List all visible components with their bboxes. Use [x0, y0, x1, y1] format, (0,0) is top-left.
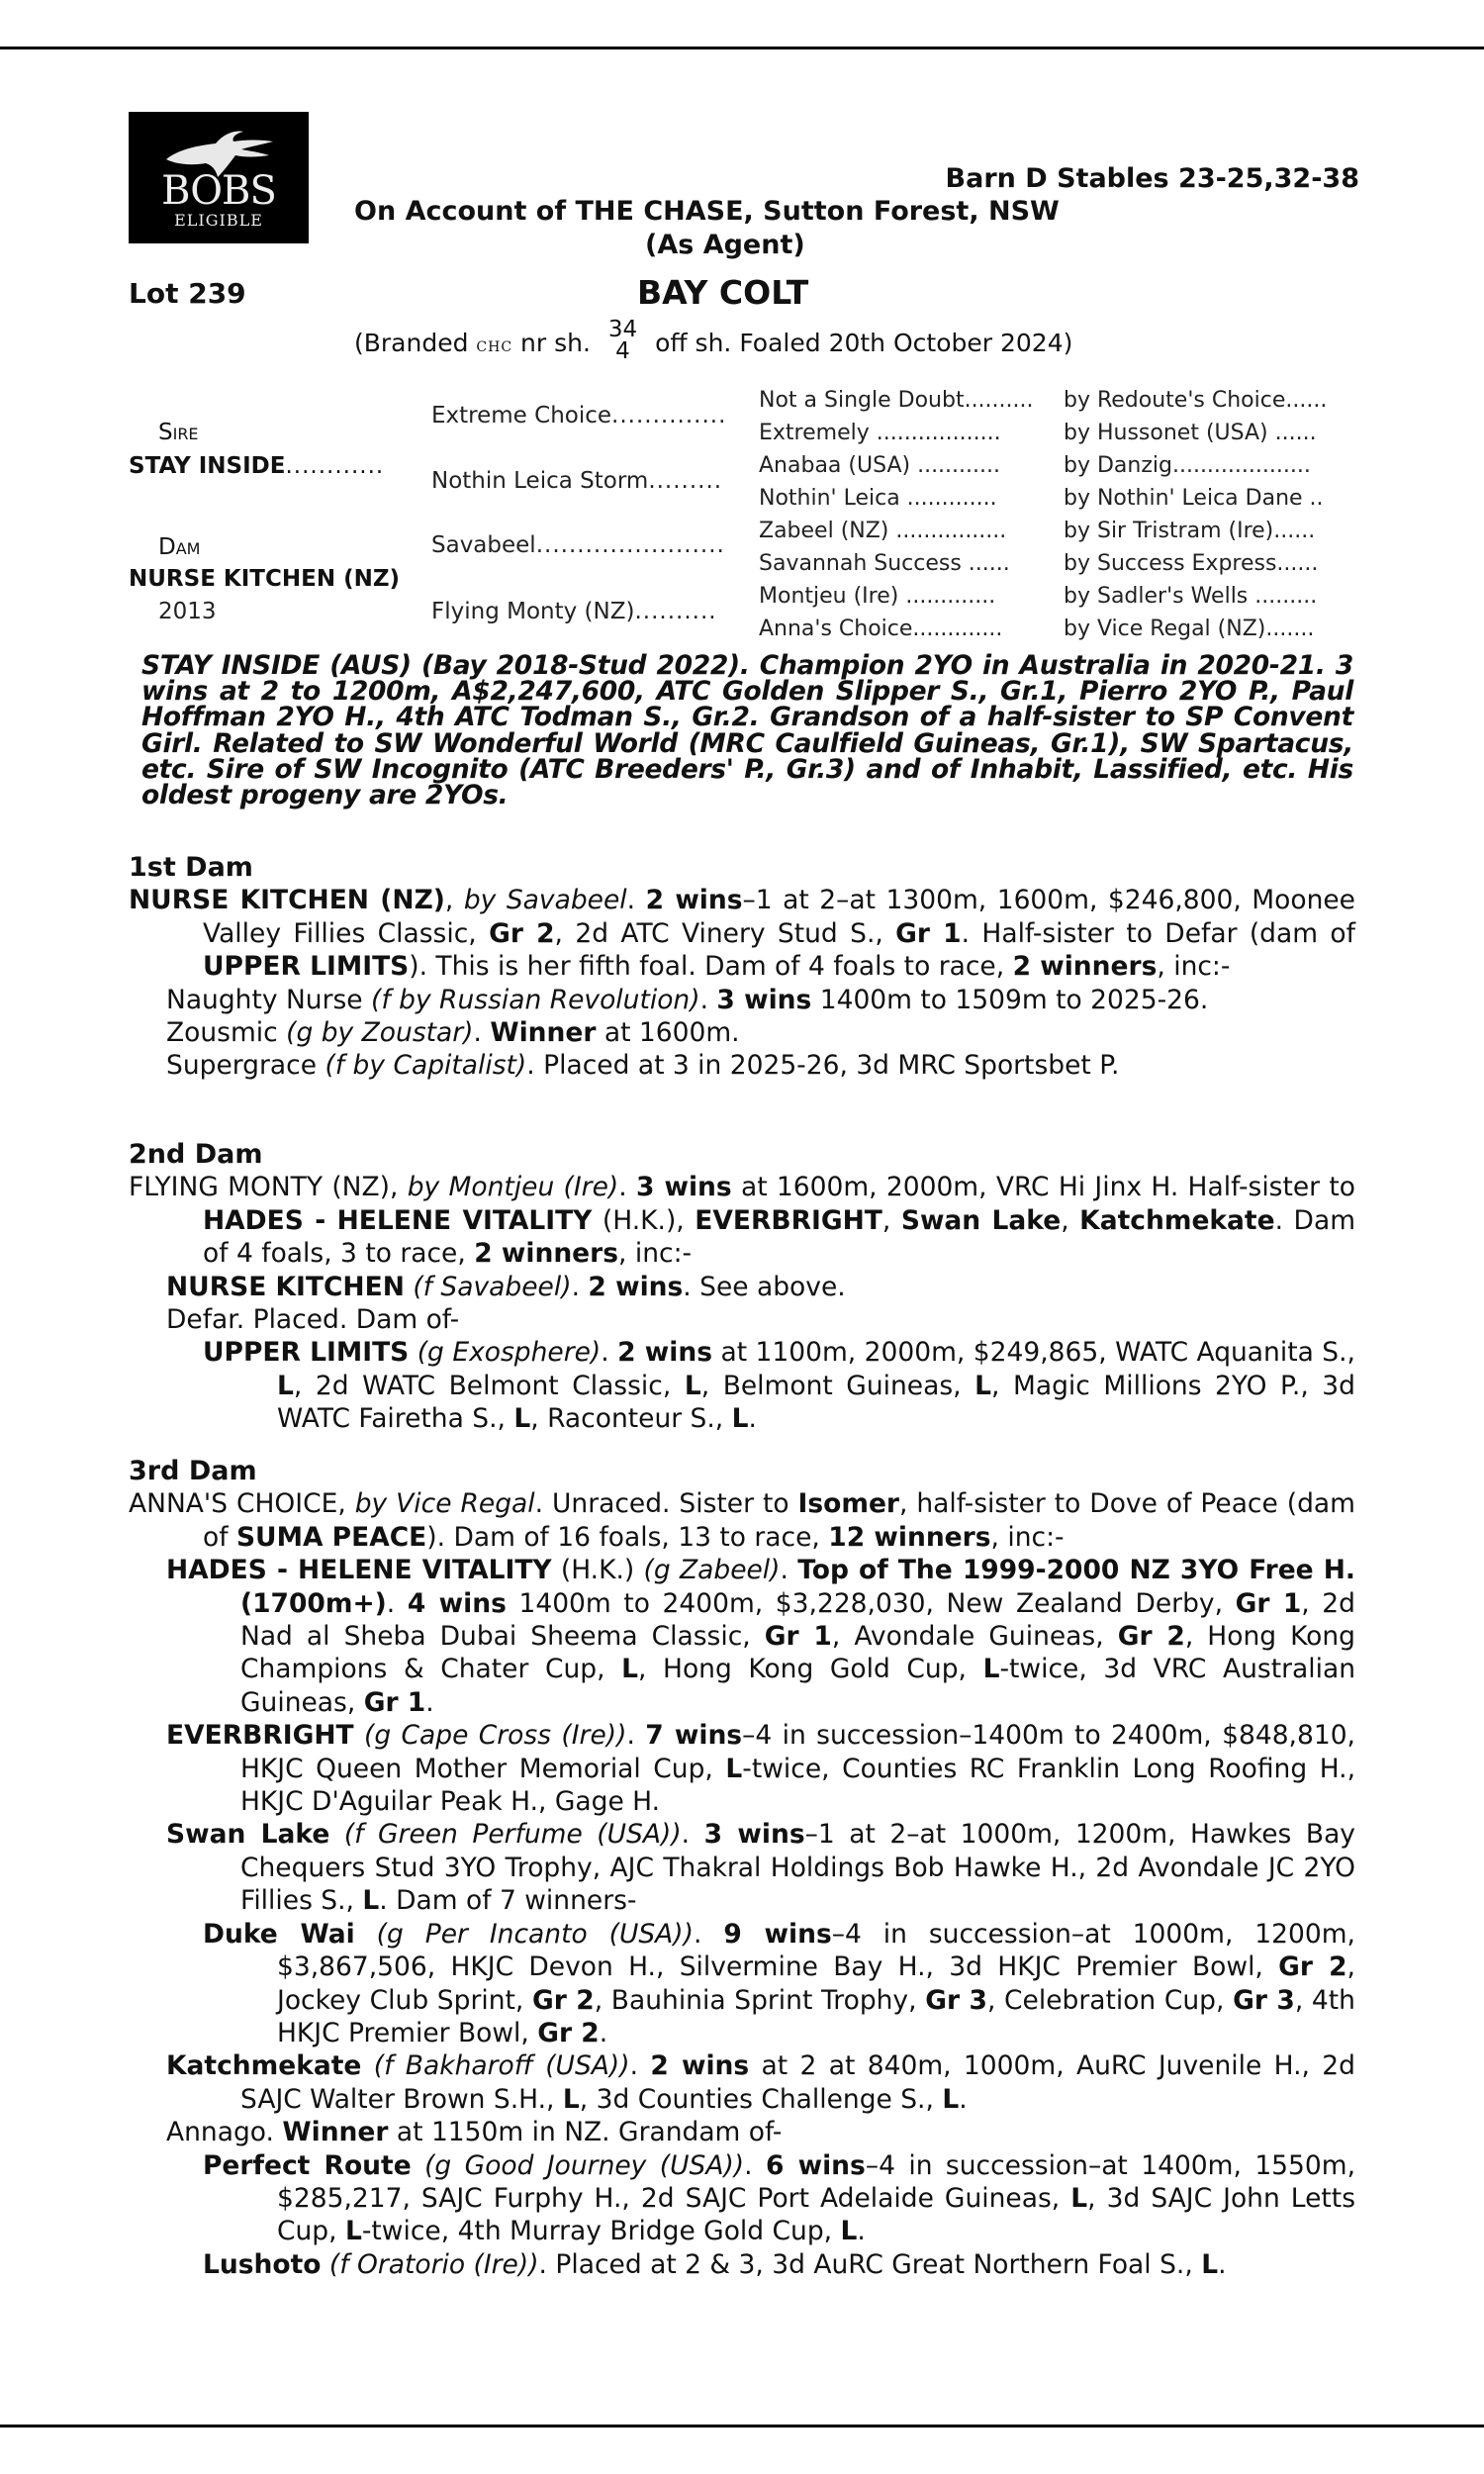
gen3-sire: by Danzig....................: [1064, 453, 1311, 478]
text-run: .: [626, 885, 646, 916]
italic-text: (g Exosphere): [417, 1337, 602, 1369]
text-run: .: [857, 2216, 866, 2247]
italic-text: (f Savabeel): [413, 1271, 572, 1302]
text-run: Defar. Placed. Dam of-: [166, 1304, 460, 1336]
text-run: ANNA'S CHOICE,: [129, 1488, 355, 1520]
progeny-entry: [166, 1303, 1355, 1336]
gen3-row: Anabaa (USA) ............: [759, 453, 1000, 478]
bold-text: Lushoto: [203, 2248, 322, 2280]
progeny-entry: [166, 984, 1355, 1016]
text-run: .: [959, 2083, 968, 2115]
bold-text: Winner: [282, 2117, 389, 2148]
text-run: -twice, 3d VRC Australian Guineas,: [240, 1654, 1355, 1718]
bold-text: L: [974, 1370, 991, 1401]
brand-mid: nr sh.: [520, 329, 591, 357]
text-run: , 3d SAJC John Letts Cup,: [277, 2182, 1355, 2247]
bold-text: L: [562, 2083, 580, 2115]
bold-text: Gr 1: [1235, 1587, 1302, 1619]
text-run: –1 at 2–at 1000m, 1200m, Hawkes Bay Chequers Stud 3YO Trophy, AJC Thakral Holdings Bob Hawke H., 2d Avondale JC 2YO Fillies S.,: [240, 1819, 1355, 1917]
bold-text: 2 winners: [1012, 951, 1158, 983]
text-run: Annago.: [166, 2117, 283, 2148]
gen2-sire-dam: Nothin Leica Storm.........: [431, 468, 723, 494]
bold-text: Gr 1: [895, 917, 962, 949]
text-run: .: [1218, 2248, 1227, 2280]
progeny-entry: [203, 1336, 1355, 1435]
bold-text: 2 wins: [588, 1271, 684, 1302]
text-run: .: [571, 1271, 589, 1302]
text-run: [355, 1919, 377, 1950]
progeny-entry: [166, 1719, 1355, 1818]
text-run: , 2d Nad al Sheba Dubai Sheema Classic,: [240, 1587, 1355, 1653]
text-run: , inc:-: [1157, 951, 1231, 983]
sire-label: Sire: [158, 420, 199, 445]
second-dam-heading: 2nd Dam: [129, 1139, 263, 1170]
progeny-entry: [166, 1818, 1355, 1917]
text-run: .: [425, 1686, 434, 1718]
text-run: .: [748, 1403, 757, 1435]
bold-text: Gr 2: [1278, 1951, 1347, 1983]
text-run: at 1600m.: [596, 1017, 740, 1049]
dam-year: 2013: [158, 599, 217, 624]
text-run: . Unraced. Sister to: [534, 1488, 798, 1520]
text-run: –4 in succession–at 1000m, 1200m, $3,867,506, HKJC Devon H., Silvermine Bay H., 3d HKJC Premier Bowl,: [277, 1918, 1355, 1983]
italic-text: (f Bakharoff (USA)): [373, 2050, 630, 2082]
agent-note: (As Agent): [645, 230, 805, 260]
bold-text: L: [1201, 2248, 1219, 2280]
gen3-row: Savannah Success ......: [759, 551, 1010, 576]
bold-text: L: [362, 1885, 380, 1917]
gen2-dam-dam: Flying Monty (NZ)..........: [431, 599, 717, 624]
gen3-row: Montjeu (Ire) .............: [759, 584, 996, 609]
text-run: , 3d Counties Challenge S.,: [579, 2083, 943, 2115]
bold-text: 3 wins: [703, 1819, 805, 1851]
italic-text: (g Zabeel): [643, 1555, 781, 1586]
text-run: , Bauhinia Sprint Trophy,: [594, 1984, 926, 2016]
text-run: [412, 2150, 424, 2181]
text-run: [409, 1337, 417, 1368]
text-run: , 2d WATC Belmont Classic,: [293, 1370, 685, 1401]
text-run: ,: [881, 1204, 901, 1236]
text-run: -twice, Counties RC Franklin Long Roofing H., HKJC D'Aguilar Peak H., Gage H.: [240, 1753, 1356, 1818]
text-run: , Magic Millions 2YO P., 3d WATC Fairetha S.,: [277, 1370, 1355, 1435]
text-run: .: [601, 1337, 618, 1369]
text-run: .: [599, 2017, 608, 2048]
bold-text: 2 wins: [645, 885, 743, 916]
text-run: ). Dam of 16 foals, 13 to race,: [426, 1521, 829, 1553]
bottom-rule: [0, 2425, 1484, 2427]
text-run: 1400m to 1509m to 2025-26.: [811, 984, 1209, 1015]
italic-text: (g by Zoustar): [286, 1017, 474, 1049]
text-run: [354, 1720, 364, 1751]
text-run: , 2d ATC Vinery Stud S.,: [554, 917, 896, 949]
bold-text: 3 wins: [635, 1172, 732, 1203]
bold-text: L: [725, 1753, 743, 1784]
gen3-row: Nothin' Leica .............: [759, 486, 997, 511]
bold-text: Winner: [490, 1017, 597, 1049]
text-run: [321, 2249, 328, 2280]
bold-text: 7 wins: [645, 1720, 743, 1752]
bold-text: EVERBRIGHT: [166, 1720, 354, 1752]
text-run: . Dam of 4 foals, 3 to race,: [203, 1204, 1356, 1270]
text-run: .: [473, 1017, 491, 1049]
bold-text: L: [621, 1654, 638, 1685]
brand-suffix: off sh. Foaled 20th October 2024): [655, 329, 1073, 357]
text-run: , Jockey Club Sprint,: [277, 1951, 1355, 2016]
text-run: .: [386, 1587, 408, 1619]
first-dam-section: [129, 851, 1355, 1083]
brand-line: [354, 317, 1073, 366]
text-run: at 1100m, 2000m, $249,865, WATC Aquanita S.,: [712, 1337, 1355, 1369]
bold-text: NURSE KITCHEN: [166, 1271, 405, 1302]
bold-text: Gr 2: [1117, 1621, 1185, 1653]
vendor: On Account of THE CHASE, Sutton Forest, NSW: [354, 196, 1060, 227]
sire-summary: STAY INSIDE (AUS) (Bay 2018-Stud 2022). Champion 2YO in Australia in 2020-21. 3 wins at 2 to 1200m, A$2,247,600, ATC Golden Slipper S., Gr.1, Pierro 2YO P., Paul Hoffman 2YO H., 4th ATC Todman S., Gr.2. Grandson of a half-sister to SP Convent Girl. Related to SW Wonderful World (MRC Caulfield Guineas, Gr.1), SW Spartacus, etc. Sire of SW Incognito (ATC Breeders' P., Gr.3) and of Inhabit, Lassified, etc. His oldest progeny are 2YOs.: [141, 650, 1353, 811]
bold-text: 2 winners: [474, 1238, 618, 1270]
text-run: .: [780, 1555, 798, 1586]
gen3-sire: by Nothin' Leica Dane ..: [1064, 486, 1324, 511]
italic-text: (f by Russian Revolution): [371, 984, 700, 1015]
progeny-entry: [203, 2248, 1355, 2281]
italic-text: (g Good Journey (USA)): [424, 2149, 745, 2181]
text-run: –4 in succession–at 1400m, 1550m, $285,217, SAJC Furphy H., 2d SAJC Port Adelaide Guineas,: [277, 2149, 1355, 2214]
bold-text: HADES - HELENE VITALITY: [166, 1555, 552, 1586]
bold-text: L: [684, 1370, 701, 1401]
italic-text: by Vice Regal: [354, 1488, 535, 1520]
italic-text: (f Green Perfume (USA)): [343, 1819, 682, 1851]
progeny-entry: [166, 2049, 1355, 2116]
third-dam-entry: [129, 1487, 1355, 1554]
text-run: . Half-sister to Defar (dam of: [961, 917, 1355, 949]
bold-text: HADES - HELENE VITALITY: [203, 1204, 593, 1236]
horse-title: BAY COLT: [637, 273, 809, 312]
bold-text: Swan Lake: [900, 1204, 1062, 1236]
text-run: (H.K.),: [592, 1204, 696, 1236]
gen3-row: Anna's Choice.............: [759, 617, 1003, 641]
bold-text: Gr 2: [489, 917, 555, 949]
progeny-entry: [166, 1554, 1355, 1719]
text-run: , half-sister to Dove of Peace (dam of: [203, 1488, 1355, 1553]
text-run: at 1600m, 2000m, VRC Hi Jinx H. Half-sister to: [731, 1172, 1355, 1203]
bold-text: UPPER LIMITS: [203, 1337, 410, 1369]
text-run: ,: [1061, 1204, 1080, 1236]
text-run: 1400m to 2400m, $3,228,030, New Zealand Derby,: [506, 1587, 1236, 1619]
text-run: ). This is her fifth foal. Dam of 4 foals to race,: [409, 951, 1013, 983]
gen3-sire: by Sadler's Wells .........: [1064, 584, 1318, 609]
progeny-entry: [166, 2116, 1355, 2148]
dam-name: NURSE KITCHEN (NZ): [129, 566, 401, 592]
bold-text: Perfect Route: [203, 2149, 412, 2181]
gen3-sire: by Hussonet (USA) ......: [1064, 421, 1317, 445]
logo-brand: BOBS: [161, 168, 276, 214]
bold-text: 3 wins: [716, 984, 812, 1015]
bold-text: NURSE KITCHEN (NZ): [129, 885, 445, 916]
text-run: , Belmont Guineas,: [700, 1370, 975, 1401]
text-run: .: [681, 1819, 704, 1851]
bold-text: Gr 3: [1233, 1984, 1295, 2016]
text-run: FLYING MONTY (NZ),: [129, 1172, 408, 1203]
brand-fraction: 34 4: [607, 317, 638, 364]
bold-text: Gr 2: [537, 2017, 600, 2048]
bold-text: Swan Lake: [166, 1819, 330, 1851]
gen3-sire: by Vice Regal (NZ).......: [1064, 617, 1315, 641]
text-run: . Placed at 3 in 2025-26, 3d MRC Sportsbet P.: [526, 1050, 1120, 1082]
bobs-eligible-logo: [129, 112, 309, 243]
text-run: , Hong Kong Champions & Chater Cup,: [240, 1621, 1355, 1685]
barn-location: Barn D Stables 23-25,32-38: [945, 163, 1359, 194]
bold-text: SUMA PEACE: [235, 1521, 427, 1553]
progeny-entry: [166, 1049, 1355, 1082]
bold-text: L: [344, 2216, 362, 2247]
text-run: , inc:-: [990, 1521, 1065, 1553]
text-run: .: [744, 2149, 766, 2181]
bold-text: Gr 1: [764, 1621, 832, 1653]
text-run: . Dam of 7 winners-: [379, 1885, 637, 1917]
dam-label: Dam: [158, 534, 201, 560]
bold-text: Duke Wai: [203, 1918, 355, 1950]
bold-text: 2 wins: [650, 2050, 750, 2082]
second-dam-entry: [129, 1171, 1355, 1270]
gen2-sire-sire: Extreme Choice..............: [431, 403, 727, 428]
text-run: .: [618, 1172, 636, 1203]
text-run: –4 in succession–1400m to 2400m, $848,810, HKJC Queen Mother Memorial Cup,: [240, 1720, 1355, 1784]
bold-text: L: [942, 2083, 960, 2115]
first-dam-heading: 1st Dam: [129, 852, 253, 883]
bold-text: EVERBRIGHT: [695, 1204, 882, 1236]
italic-text: by Savabeel: [463, 885, 627, 916]
text-run: , 4th HKJC Premier Bowl,: [277, 1984, 1355, 2048]
second-dam-progeny: [129, 1271, 1355, 1436]
gen3-sire: by Redoute's Choice......: [1064, 388, 1328, 413]
progeny-entry: [166, 1271, 1355, 1303]
italic-text: (g Per Incanto (USA)): [376, 1918, 694, 1950]
italic-text: (f Oratorio (Ire)): [328, 2248, 539, 2280]
bold-text: UPPER LIMITS: [203, 951, 410, 983]
text-run: , inc:-: [618, 1238, 693, 1270]
text-run: , Hong Kong Gold Cup,: [638, 1654, 983, 1685]
text-run: . See above.: [683, 1271, 846, 1302]
text-run: [361, 2050, 373, 2081]
bold-text: Top of The 1999-2000 NZ 3YO Free H. (1700m+): [240, 1555, 1355, 1619]
text-run: [329, 1819, 344, 1850]
second-dam-section: [129, 1138, 1355, 1436]
sire-name: STAY INSIDE............: [129, 453, 385, 479]
brand-prefix: (Branded: [354, 329, 469, 357]
text-run: .: [626, 1720, 646, 1752]
bold-text: 9 wins: [723, 1918, 832, 1950]
text-run: , Celebration Cup,: [986, 1984, 1234, 2016]
third-dam-section: [129, 1455, 1355, 2281]
lot-number: Lot 239: [129, 277, 246, 310]
gen3-row: Zabeel (NZ) ................: [759, 519, 1007, 543]
bold-text: L: [277, 1370, 294, 1401]
bold-text: L: [513, 1403, 531, 1435]
bold-text: 4 wins: [407, 1587, 507, 1619]
third-dam-heading: 3rd Dam: [129, 1456, 257, 1486]
bold-text: L: [840, 2216, 858, 2247]
bold-text: Gr 1: [363, 1686, 426, 1718]
text-run: –1 at 2–at 1300m, 1600m, $246,800, Moonee Valley Fillies Classic,: [203, 885, 1355, 949]
italic-text: (g Cape Cross (Ire)): [363, 1720, 627, 1752]
third-dam-progeny: [129, 1554, 1355, 2281]
text-run: .: [629, 2050, 651, 2082]
text-run: Naughty Nurse: [166, 984, 372, 1015]
text-run: Supergrace: [166, 1050, 325, 1082]
italic-text: (f by Capitalist): [325, 1050, 527, 1082]
logo-subtitle: ELIGIBLE: [174, 211, 263, 230]
progeny-entry: [203, 2149, 1355, 2248]
bold-text: Katchmekate: [166, 2050, 362, 2082]
text-run: at 1150m in NZ. Grandam of-: [388, 2117, 783, 2148]
text-run: at 2 at 840m, 1000m, AuRC Juvenile H., 2d SAJC Walter Brown S.H.,: [240, 2050, 1355, 2115]
text-run: -twice, 4th Murray Bridge Gold Cup,: [361, 2216, 841, 2247]
text-run: .: [699, 984, 717, 1015]
bold-text: 2 wins: [617, 1337, 713, 1369]
text-run: (H.K.): [551, 1555, 644, 1586]
gen3-row: Not a Single Doubt..........: [759, 388, 1034, 413]
progeny-entry: [203, 1918, 1355, 2050]
bold-text: Katchmekate: [1079, 1204, 1275, 1236]
text-run: Zousmic: [166, 1017, 287, 1049]
bold-text: 12 winners: [828, 1521, 991, 1553]
progeny-entry: [166, 1016, 1355, 1049]
top-rule: [0, 47, 1484, 49]
gen3-sire: by Success Express......: [1064, 551, 1319, 576]
text-run: .: [693, 1918, 724, 1950]
bold-text: Gr 2: [531, 1984, 595, 2016]
bold-text: L: [731, 1403, 749, 1435]
text-run: , Avondale Guineas,: [831, 1621, 1118, 1653]
bold-text: L: [1070, 2182, 1088, 2214]
gen3-sire: by Sir Tristram (Ire)......: [1064, 519, 1316, 543]
text-run: , Raconteur S.,: [530, 1403, 732, 1435]
first-dam-entry: [129, 884, 1355, 983]
italic-text: by Montjeu (Ire): [407, 1172, 619, 1203]
gen3-row: Extremely ..................: [759, 421, 1001, 445]
gen2-dam-sire: Savabeel.......................: [431, 532, 725, 558]
bold-text: L: [982, 1654, 1000, 1685]
bold-text: 6 wins: [765, 2149, 866, 2181]
brand-mark: CHC: [476, 339, 513, 355]
bold-text: Isomer: [797, 1488, 899, 1520]
text-run: ,: [444, 885, 464, 916]
text-run: . Placed at 2 & 3, 3d AuRC Great Northern Foal S.,: [538, 2248, 1202, 2280]
bold-text: Gr 3: [925, 1984, 987, 2016]
